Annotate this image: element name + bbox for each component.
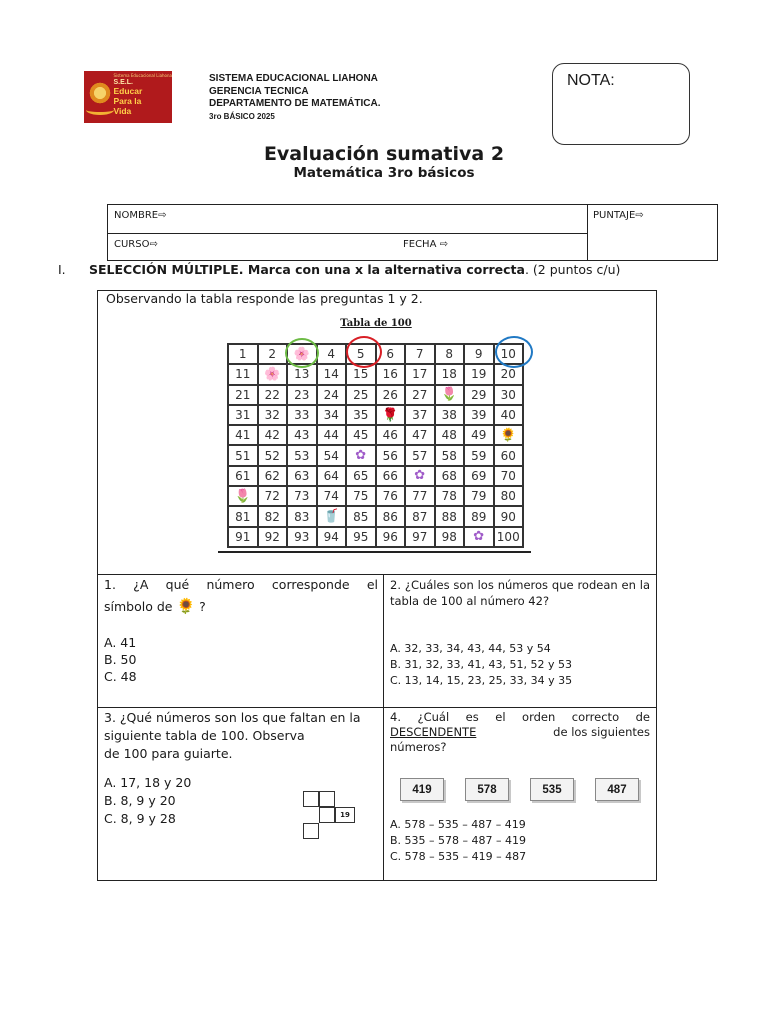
table-cell: 9: [464, 344, 494, 364]
school-logo: [84, 71, 172, 123]
table-cell: 42: [258, 425, 288, 445]
table-cell: 19: [464, 364, 494, 384]
table-cell: 🌸: [258, 364, 288, 384]
logo-motto-1: Educar: [113, 86, 143, 96]
table-cell: 38: [435, 405, 465, 425]
table-cell: 75: [346, 486, 376, 506]
table-cell: 17: [405, 364, 435, 384]
table-cell: 49: [464, 425, 494, 445]
puntaje-field[interactable]: PUNTAJE⇨: [593, 210, 644, 221]
table-cell: 11: [228, 364, 258, 384]
table-cell: ✿: [346, 445, 376, 465]
table-cell: 95: [346, 527, 376, 547]
table-cell: 34: [317, 405, 347, 425]
q3-option-a[interactable]: A. 17, 18 y 20: [104, 775, 192, 790]
table-cell: 76: [376, 486, 406, 506]
table-cell: 68: [435, 466, 465, 486]
table-title: Tabla de 100: [340, 318, 412, 329]
q3-option-c[interactable]: C. 8, 9 y 28: [104, 811, 176, 826]
table-cell: 88: [435, 506, 465, 526]
table-cell: 56: [376, 445, 406, 465]
number-card-578: 578: [465, 778, 509, 801]
descendente-word: DESCENDENTE: [390, 725, 477, 739]
table-cell: 69: [464, 466, 494, 486]
table-cell: 72: [258, 486, 288, 506]
table-cell: 24: [317, 385, 347, 405]
table-cell: 47: [405, 425, 435, 445]
table-cell: 78: [435, 486, 465, 506]
divider: [98, 574, 656, 575]
question-1-mark: ?: [199, 599, 206, 614]
table-cell: 🌹: [376, 405, 406, 425]
question-4-text-3: números?: [390, 740, 447, 754]
table-cell: 23: [287, 385, 317, 405]
table-cell: 74: [317, 486, 347, 506]
table-cell: 4: [317, 344, 347, 364]
table-cell: 🌻: [494, 425, 524, 445]
q4-option-c[interactable]: C. 578 – 535 – 419 – 487: [390, 850, 527, 863]
table-cell: 22: [258, 385, 288, 405]
table-cell: 51: [228, 445, 258, 465]
table-cell: 6: [376, 344, 406, 364]
table-cell: ✿: [405, 466, 435, 486]
q4-option-a[interactable]: A. 578 – 535 – 487 – 419: [390, 818, 526, 831]
table-cell: 89: [464, 506, 494, 526]
nombre-field[interactable]: NOMBRE⇨: [114, 210, 167, 221]
table-cell: 21: [228, 385, 258, 405]
table-cell: 57: [405, 445, 435, 465]
mini-grid-cell: [319, 807, 335, 823]
table-cell: ✿: [464, 527, 494, 547]
question-4-text: 4. ¿Cuál es el orden correcto de: [390, 710, 650, 724]
table-cell: 63: [287, 466, 317, 486]
table-cell: 83: [287, 506, 317, 526]
table-cell: 30: [494, 385, 524, 405]
table-cell: 52: [258, 445, 288, 465]
section-points: . (2 puntos c/u): [524, 262, 621, 277]
sun-emblem-icon: [84, 71, 113, 123]
table-cell: 41: [228, 425, 258, 445]
curso-field[interactable]: CURSO⇨: [114, 239, 158, 250]
q2-option-b[interactable]: B. 31, 32, 33, 41, 43, 51, 52 y 53: [390, 658, 572, 671]
page-title: Evaluación sumativa 2: [263, 143, 505, 165]
grade-box[interactable]: [552, 63, 690, 145]
institution-line-2: GERENCIA TECNICA: [209, 85, 309, 97]
questions-box: [97, 290, 657, 881]
logo-motto-3: Vida: [113, 106, 132, 116]
table-cell: 90: [494, 506, 524, 526]
table-cell: 81: [228, 506, 258, 526]
mini-grid-cell-19: 19: [335, 807, 355, 823]
table-cell: 62: [258, 466, 288, 486]
q4-option-b[interactable]: B. 535 – 578 – 487 – 419: [390, 834, 527, 847]
question-3-text-2: de 100 para guiarte.: [104, 746, 233, 761]
fecha-field[interactable]: FECHA ⇨: [403, 239, 448, 250]
table-cell: 5: [346, 344, 376, 364]
table-cell: 97: [405, 527, 435, 547]
mini-grid-cell: [303, 791, 319, 807]
intro-text: Observando la tabla responde las preguntas 1 y 2.: [106, 291, 423, 306]
table-cell: 43: [287, 425, 317, 445]
table-cell: 65: [346, 466, 376, 486]
institution-block: [209, 73, 380, 123]
table-cell: 40: [494, 405, 524, 425]
logo-small-text: Sistema Educacional Liahona: [113, 73, 172, 78]
table-cell: 🌷: [435, 385, 465, 405]
table-cell: 37: [405, 405, 435, 425]
hundred-table: [227, 343, 524, 548]
table-cell: 46: [376, 425, 406, 445]
page-subtitle: Matemática 3ro básicos: [293, 165, 475, 181]
table-cell: 🥤: [317, 506, 347, 526]
number-card-419: 419: [400, 778, 444, 801]
table-cell: 18: [435, 364, 465, 384]
table-cell: 10: [494, 344, 524, 364]
table-cell: 1: [228, 344, 258, 364]
table-cell: 13: [287, 364, 317, 384]
table-cell: 45: [346, 425, 376, 445]
grade-year: 3ro BÁSICO 2025: [209, 111, 275, 121]
table-cell: 48: [435, 425, 465, 445]
question-1: [104, 576, 378, 616]
table-cell: 26: [376, 385, 406, 405]
logo-sel: S.E.L.: [113, 79, 133, 86]
table-cell: 60: [494, 445, 524, 465]
table-cell: 32: [258, 405, 288, 425]
table-cell: 66: [376, 466, 406, 486]
table-cell: 2: [258, 344, 288, 364]
question-4-line-2: [390, 724, 650, 740]
q1-option-c[interactable]: C. 48: [104, 669, 137, 684]
table-cell: 80: [494, 486, 524, 506]
table-cell: 98: [435, 527, 465, 547]
table-cell: 14: [317, 364, 347, 384]
table-cell: 73: [287, 486, 317, 506]
question-1-text: 1. ¿A qué número corresponde el: [104, 577, 378, 592]
table-cell: 91: [228, 527, 258, 547]
red-circle-mark: [346, 336, 382, 368]
section-numeral: I.: [58, 262, 66, 277]
table-cell: 15: [346, 364, 376, 384]
table-cell: 96: [376, 527, 406, 547]
table-cell: 92: [258, 527, 288, 547]
sunflower-icon: 🌻: [176, 597, 196, 615]
table-cell: 54: [317, 445, 347, 465]
table-cell: 70: [494, 466, 524, 486]
table-cell: 16: [376, 364, 406, 384]
table-cell: 35: [346, 405, 376, 425]
q2-option-c[interactable]: C. 13, 14, 15, 23, 25, 33, 34 y 35: [390, 674, 573, 687]
mini-grid-cell: [303, 823, 319, 839]
logo-motto-2: Para la: [113, 96, 142, 106]
table-cell: 29: [464, 385, 494, 405]
table-cell: 44: [317, 425, 347, 445]
table-cell: 94: [317, 527, 347, 547]
table-cell: 82: [258, 506, 288, 526]
nota-label: NOTA:: [567, 72, 615, 89]
table-cell: 58: [435, 445, 465, 465]
table-cell: 85: [346, 506, 376, 526]
green-circle-mark: [285, 338, 319, 368]
table-cell: 59: [464, 445, 494, 465]
table-cell: 33: [287, 405, 317, 425]
question-1-text-2: símbolo de: [104, 599, 173, 614]
table-cell: 93: [287, 527, 317, 547]
table-cell: 79: [464, 486, 494, 506]
institution-line-1: SISTEMA EDUCACIONAL LIAHONA: [209, 73, 378, 84]
table-cell: 🌸: [287, 344, 317, 364]
section-title: SELECCIÓN MÚLTIPLE. Marca con una x la alternativa correcta: [89, 262, 525, 277]
question-4-line-2-rest: de los siguientes: [553, 725, 650, 739]
table-cell: 87: [405, 506, 435, 526]
table-cell: 7: [405, 344, 435, 364]
table-cell: 27: [405, 385, 435, 405]
table-cell: 8: [435, 344, 465, 364]
divider: [98, 707, 656, 708]
q1-option-a[interactable]: A. 41: [104, 635, 137, 650]
table-cell: 53: [287, 445, 317, 465]
blue-circle-mark: [495, 336, 533, 368]
table-cell: 🌷: [228, 486, 258, 506]
mini-grid-cell: [319, 791, 335, 807]
q3-option-b[interactable]: B. 8, 9 y 20: [104, 793, 176, 808]
table-cell: 64: [317, 466, 347, 486]
table-cell: 25: [346, 385, 376, 405]
table-cell: 20: [494, 364, 524, 384]
question-3-text: 3. ¿Qué números son los que faltan en la siguiente tabla de 100. Observa: [104, 710, 361, 743]
student-info-table: [107, 204, 718, 261]
table-cell: 100: [494, 527, 524, 547]
institution-line-3: DEPARTAMENTO DE MATEMÁTICA.: [209, 98, 381, 109]
question-2-text: 2. ¿Cuáles son los números que rodean en la tabla de 100 al número 42?: [390, 578, 650, 608]
q1-option-b[interactable]: B. 50: [104, 652, 137, 667]
table-cell: 77: [405, 486, 435, 506]
q2-option-a[interactable]: A. 32, 33, 34, 43, 44, 53 y 54: [390, 642, 551, 655]
table-cell: 31: [228, 405, 258, 425]
number-card-487: 487: [595, 778, 639, 801]
table-cell: 39: [464, 405, 494, 425]
table-cell: 86: [376, 506, 406, 526]
section-heading: [58, 262, 620, 277]
table-base-line: [218, 551, 531, 553]
number-card-535: 535: [530, 778, 574, 801]
table-cell: 61: [228, 466, 258, 486]
